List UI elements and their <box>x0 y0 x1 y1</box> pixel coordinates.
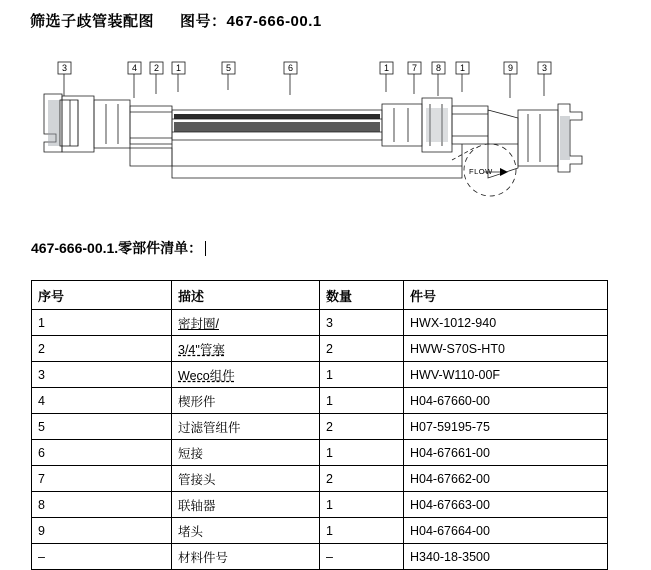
text-caret <box>205 241 206 256</box>
cell-pn: H04-67663-00 <box>404 492 608 518</box>
cell-no: – <box>32 544 172 570</box>
cell-no: 8 <box>32 492 172 518</box>
cell-qty: 1 <box>320 440 404 466</box>
parts-list-heading <box>31 238 206 258</box>
column-header-no: 序号 <box>32 281 172 310</box>
table-row <box>32 414 608 440</box>
cell-pn: H340-18-3500 <box>404 544 608 570</box>
column-header-desc: 描述 <box>172 281 320 310</box>
parts-table <box>31 280 608 570</box>
cell-desc: 联轴器 <box>172 492 320 518</box>
table-row <box>32 440 608 466</box>
page-title <box>30 10 322 31</box>
cell-no: 9 <box>32 518 172 544</box>
table-header-row <box>32 281 608 310</box>
cell-desc: 3/4"管塞 <box>172 336 320 362</box>
cell-pn: H07-59195-75 <box>404 414 608 440</box>
cell-qty: 1 <box>320 362 404 388</box>
cell-desc: Weco组件 <box>172 362 320 388</box>
svg-text:FLOW: FLOW <box>469 167 493 176</box>
cell-desc: 堵头 <box>172 518 320 544</box>
svg-text:3: 3 <box>541 63 548 73</box>
svg-text:1: 1 <box>175 63 182 73</box>
cell-qty: 2 <box>320 466 404 492</box>
cell-no: 7 <box>32 466 172 492</box>
cell-no: 2 <box>32 336 172 362</box>
cell-desc: 材料件号 <box>172 544 320 570</box>
cell-pn: HWW-S70S-HT0 <box>404 336 608 362</box>
title-drawing-number: 图号：467-666-00.1 <box>180 13 322 30</box>
cell-desc: 管接头 <box>172 466 320 492</box>
title-main-text: 筛选子歧管装配图 <box>30 13 155 30</box>
svg-text:1: 1 <box>459 63 466 73</box>
cell-pn: H04-67660-00 <box>404 388 608 414</box>
manifold-body <box>44 94 582 178</box>
cell-no: 1 <box>32 310 172 336</box>
callout-group-middle <box>222 62 297 95</box>
svg-text:4: 4 <box>131 63 138 73</box>
cell-no: 4 <box>32 388 172 414</box>
cell-pn: HWV-W110-00F <box>404 362 608 388</box>
cell-qty: – <box>320 544 404 570</box>
callout-group-left <box>58 62 185 98</box>
cell-qty: 3 <box>320 310 404 336</box>
cell-qty: 2 <box>320 414 404 440</box>
column-header-qty: 数量 <box>320 281 404 310</box>
cell-desc: 过滤管组件 <box>172 414 320 440</box>
table-row <box>32 310 608 336</box>
svg-text:7: 7 <box>411 63 418 73</box>
table-row <box>32 388 608 414</box>
cell-desc: 短接 <box>172 440 320 466</box>
table-row <box>32 466 608 492</box>
table-row <box>32 518 608 544</box>
parts-list-heading-text: 467-666-00.1.零部件清单： <box>31 240 203 256</box>
cell-no: 5 <box>32 414 172 440</box>
cell-pn: H04-67664-00 <box>404 518 608 544</box>
table-row <box>32 336 608 362</box>
svg-text:9: 9 <box>507 63 514 73</box>
cell-qty: 1 <box>320 492 404 518</box>
svg-text:8: 8 <box>435 63 442 73</box>
svg-text:5: 5 <box>225 63 232 73</box>
svg-text:2: 2 <box>153 63 160 73</box>
table-row <box>32 492 608 518</box>
table-row <box>32 544 608 570</box>
column-header-pn: 件号 <box>404 281 608 310</box>
callout-group-right <box>380 62 551 98</box>
assembly-drawing <box>22 48 622 213</box>
cell-no: 6 <box>32 440 172 466</box>
svg-text:6: 6 <box>287 63 294 73</box>
cell-qty: 2 <box>320 336 404 362</box>
svg-text:3: 3 <box>61 63 68 73</box>
cell-qty: 1 <box>320 388 404 414</box>
svg-text:1: 1 <box>383 63 390 73</box>
cell-pn: H04-67662-00 <box>404 466 608 492</box>
cell-qty: 1 <box>320 518 404 544</box>
cell-no: 3 <box>32 362 172 388</box>
cell-desc: 密封圈/ <box>172 310 320 336</box>
table-row <box>32 362 608 388</box>
cell-pn: HWX-1012-940 <box>404 310 608 336</box>
cell-pn: H04-67661-00 <box>404 440 608 466</box>
cell-desc: 楔形件 <box>172 388 320 414</box>
